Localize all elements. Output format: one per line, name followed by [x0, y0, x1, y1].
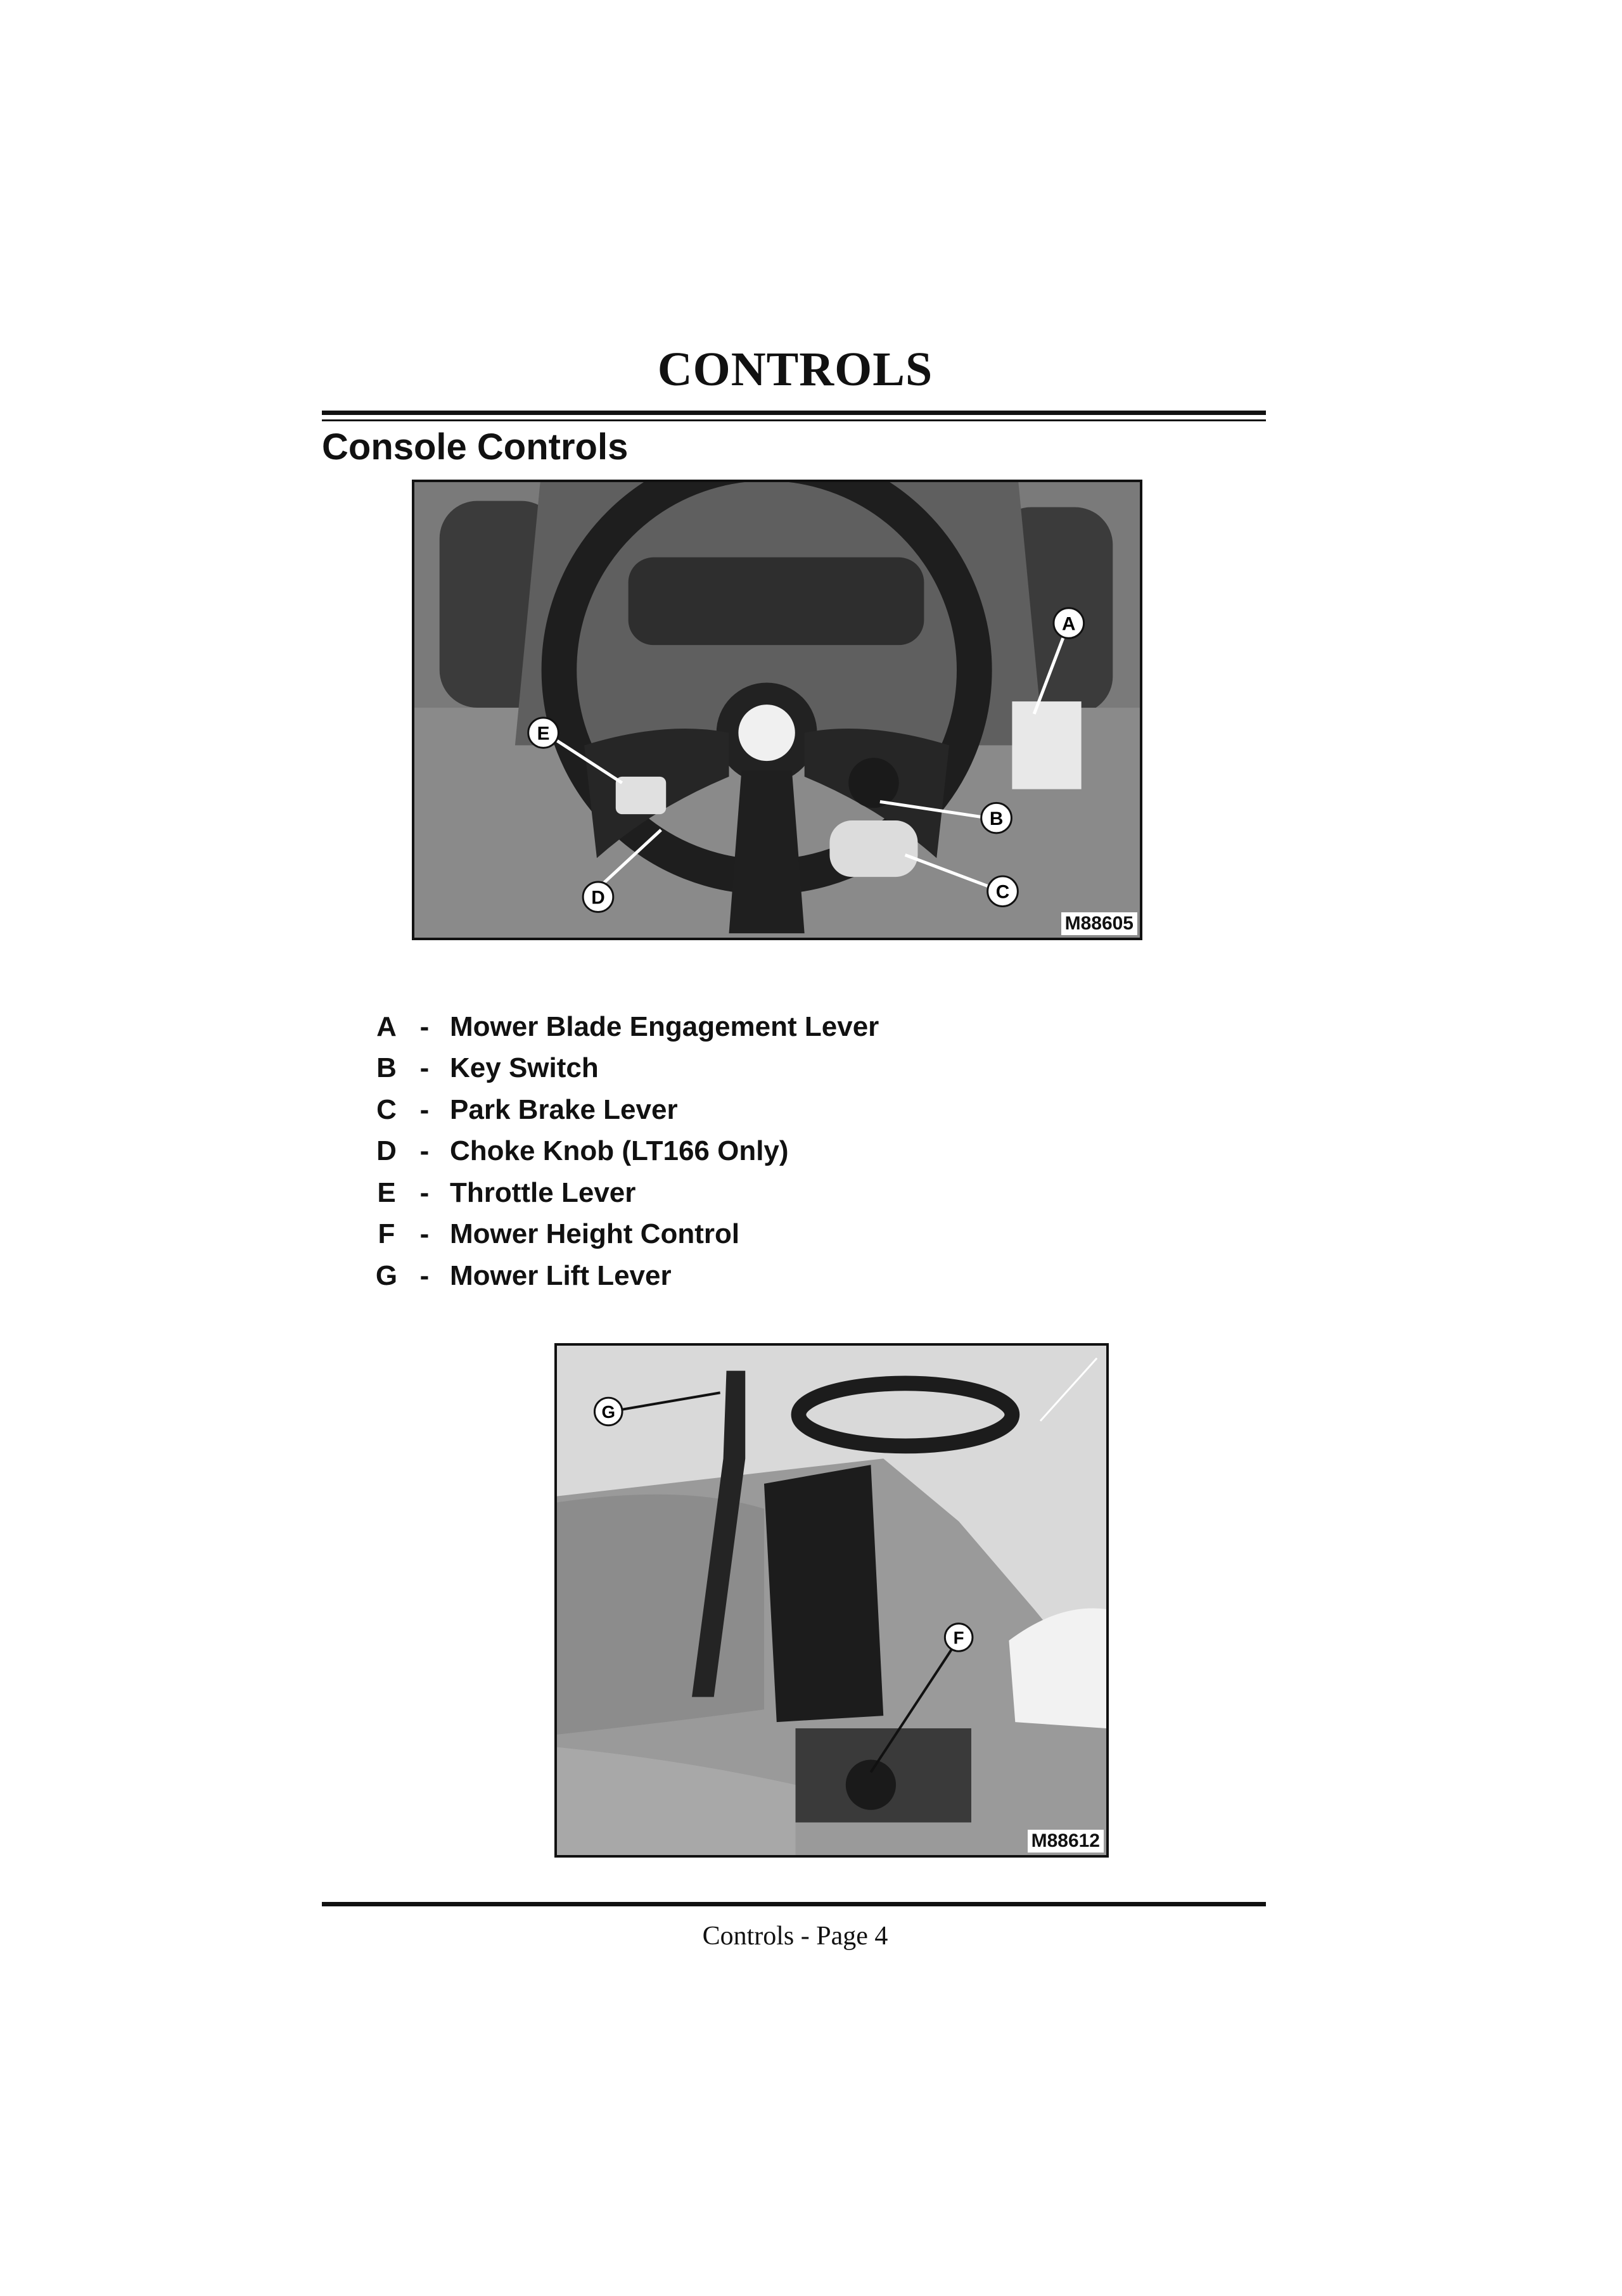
legend-letter: C	[376, 1094, 397, 1125]
section-heading: Console Controls	[322, 426, 629, 468]
figure-code: M88612	[1028, 1830, 1104, 1853]
title-rule	[322, 411, 1266, 421]
legend-text: Mower Lift Lever	[450, 1260, 672, 1291]
legend-text: Park Brake Lever	[450, 1094, 678, 1125]
legend-text: Mower Blade Engagement Lever	[450, 1011, 879, 1042]
legend-item	[367, 1172, 879, 1214]
legend-dash: -	[419, 1218, 430, 1250]
callout-d: D	[591, 887, 605, 909]
legend-letter: A	[376, 1011, 397, 1042]
controls-legend	[367, 1006, 879, 1297]
legend-dash: -	[419, 1011, 430, 1042]
callout-f: F	[953, 1628, 964, 1648]
legend-letter: B	[376, 1052, 397, 1084]
lift-lever-photo	[554, 1343, 1109, 1858]
legend-dash: -	[419, 1177, 430, 1208]
legend-text: Mower Height Control	[450, 1218, 740, 1250]
legend-item	[367, 1006, 879, 1048]
callout-c: C	[995, 881, 1010, 903]
legend-text: Throttle Lever	[450, 1177, 636, 1208]
legend-letter: F	[378, 1218, 395, 1250]
legend-letter: E	[377, 1177, 396, 1208]
callout-b: B	[989, 808, 1004, 829]
page-title: CONTROLS	[657, 343, 933, 396]
legend-item	[367, 1255, 879, 1297]
legend-item	[367, 1048, 879, 1090]
legend-item	[367, 1089, 879, 1131]
legend-text: Key Switch	[450, 1052, 599, 1084]
legend-item	[367, 1214, 879, 1256]
console-photo	[412, 480, 1142, 940]
legend-text: Choke Knob (LT166 Only)	[450, 1135, 789, 1167]
legend-dash: -	[419, 1260, 430, 1291]
callout-e: E	[537, 723, 550, 744]
page-footer: Controls - Page 4	[702, 1922, 888, 1951]
callout-g: G	[601, 1401, 616, 1422]
footer-rule	[322, 1902, 1266, 1906]
figure-code: M88605	[1061, 912, 1137, 935]
legend-dash: -	[419, 1094, 430, 1125]
legend-dash: -	[419, 1052, 430, 1084]
callout-a: A	[1062, 613, 1076, 635]
legend-letter: G	[375, 1260, 398, 1291]
legend-letter: D	[376, 1135, 397, 1167]
legend-dash: -	[419, 1135, 430, 1167]
legend-item	[367, 1131, 879, 1173]
